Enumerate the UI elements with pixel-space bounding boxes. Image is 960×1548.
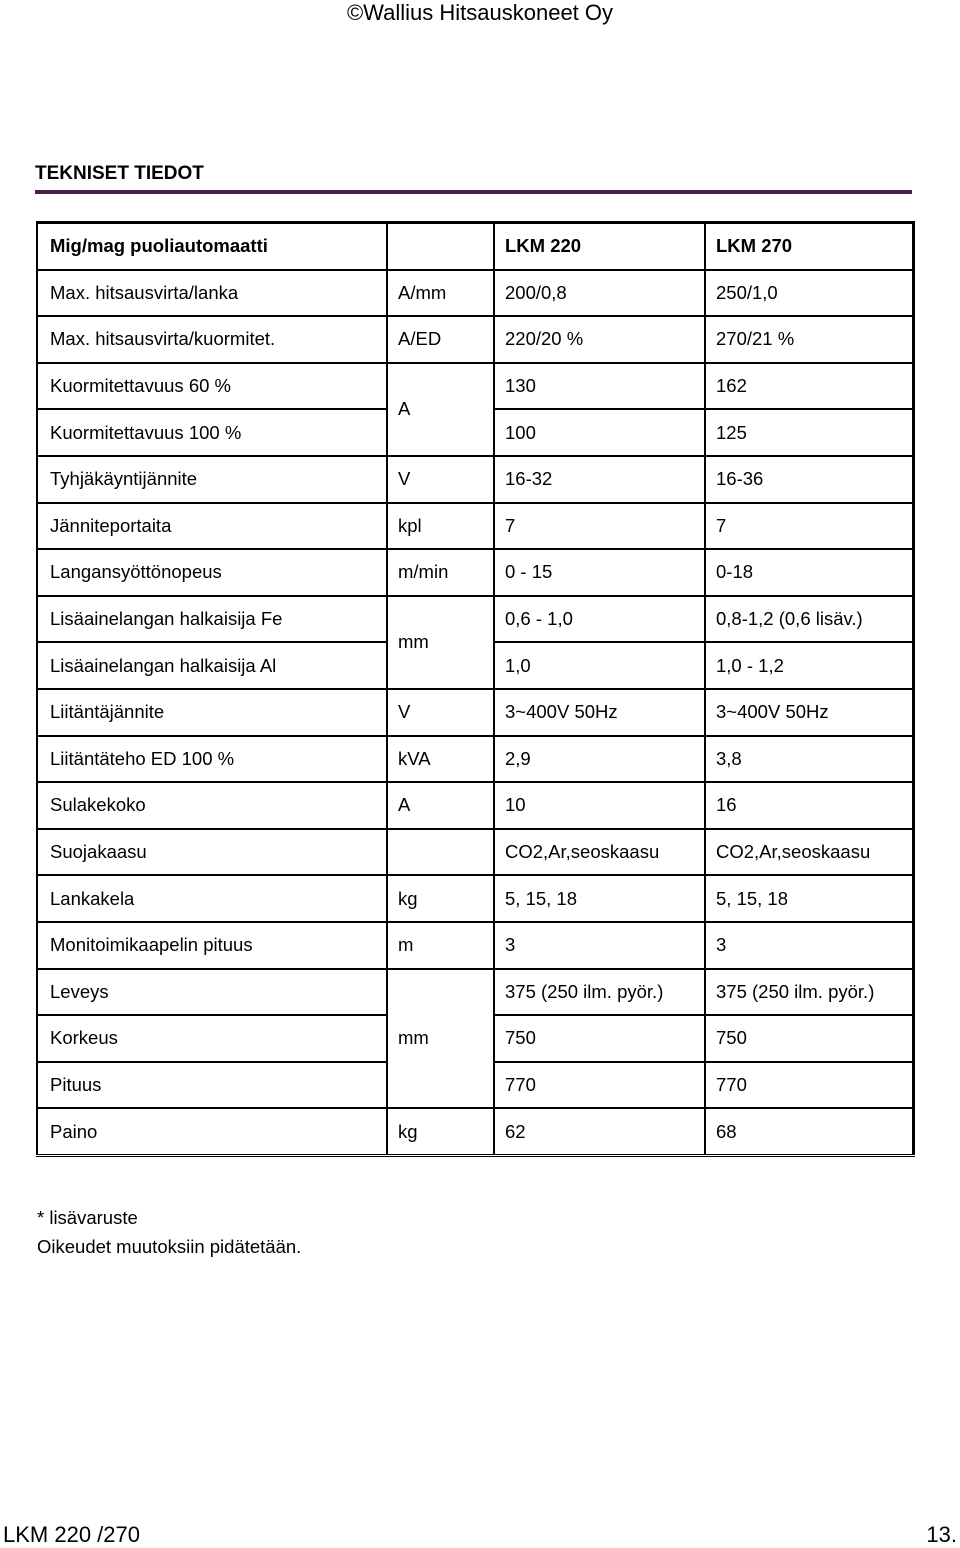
table-header-row — [37, 223, 913, 270]
row-lkm220: 130 — [494, 363, 705, 410]
row-label: Jänniteportaita — [37, 503, 387, 550]
header-lkm270: LKM 270 — [705, 223, 913, 270]
table-row — [37, 363, 913, 410]
row-lkm220: 0,6 - 1,0 — [494, 596, 705, 643]
title-divider — [35, 190, 912, 194]
row-label: Max. hitsausvirta/lanka — [37, 270, 387, 317]
row-lkm220: 3 — [494, 922, 705, 969]
optional-accessory-note: * lisävaruste — [37, 1207, 138, 1228]
row-lkm270: 0-18 — [705, 549, 913, 596]
technical-specs-table — [36, 221, 915, 1157]
row-label: Pituus — [37, 1062, 387, 1109]
table-row — [37, 689, 913, 736]
row-label: Kuormitettavuus 100 % — [37, 409, 387, 456]
copyright-header: ©Wallius Hitsauskoneet Oy — [346, 0, 614, 25]
row-unit: A — [387, 363, 494, 456]
row-lkm270: 1,0 - 1,2 — [705, 642, 913, 689]
table-row — [37, 1108, 913, 1155]
row-label: Lankakela — [37, 875, 387, 922]
row-label: Tyhjäkäyntijännite — [37, 456, 387, 503]
row-lkm270: 3~400V 50Hz — [705, 689, 913, 736]
row-unit: kpl — [387, 503, 494, 550]
row-lkm220: 100 — [494, 409, 705, 456]
row-lkm270: CO2,Ar,seoskaasu — [705, 829, 913, 876]
table-row — [37, 969, 913, 1016]
row-lkm220: 220/20 % — [494, 316, 705, 363]
row-unit: V — [387, 456, 494, 503]
header-unit — [387, 223, 494, 270]
row-unit: kg — [387, 875, 494, 922]
row-lkm220: 7 — [494, 503, 705, 550]
row-unit: m/min — [387, 549, 494, 596]
table-row — [37, 316, 913, 363]
header-lkm220: LKM 220 — [494, 223, 705, 270]
row-label: Suojakaasu — [37, 829, 387, 876]
row-lkm220: 3~400V 50Hz — [494, 689, 705, 736]
row-lkm270: 0,8-1,2 (0,6 lisäv.) — [705, 596, 913, 643]
row-label: Liitäntäteho ED 100 % — [37, 736, 387, 783]
row-label: Sulakekoko — [37, 782, 387, 829]
row-unit: A/ED — [387, 316, 494, 363]
table-row — [37, 596, 913, 643]
row-lkm270: 68 — [705, 1108, 913, 1155]
row-unit: A — [387, 782, 494, 829]
table-row — [37, 736, 913, 783]
row-unit: A/mm — [387, 270, 494, 317]
row-lkm220: 10 — [494, 782, 705, 829]
row-label: Korkeus — [37, 1015, 387, 1062]
row-lkm220: 770 — [494, 1062, 705, 1109]
row-lkm270: 250/1,0 — [705, 270, 913, 317]
row-label: Liitäntäjännite — [37, 689, 387, 736]
row-lkm220: 2,9 — [494, 736, 705, 783]
row-lkm220: 5, 15, 18 — [494, 875, 705, 922]
row-lkm270: 750 — [705, 1015, 913, 1062]
row-lkm270: 162 — [705, 363, 913, 410]
footer-page-number: 13. — [926, 1522, 957, 1547]
row-unit: m — [387, 922, 494, 969]
row-unit: kVA — [387, 736, 494, 783]
row-unit: mm — [387, 969, 494, 1109]
row-lkm270: 16 — [705, 782, 913, 829]
row-lkm220: 16-32 — [494, 456, 705, 503]
row-label: Lisäainelangan halkaisija Al — [37, 642, 387, 689]
table-row — [37, 503, 913, 550]
row-lkm220: 0 - 15 — [494, 549, 705, 596]
row-lkm270: 7 — [705, 503, 913, 550]
row-lkm220: 62 — [494, 1108, 705, 1155]
row-label: Kuormitettavuus 60 % — [37, 363, 387, 410]
table-row — [37, 829, 913, 876]
row-lkm220: 375 (250 ilm. pyör.) — [494, 969, 705, 1016]
row-lkm220: 750 — [494, 1015, 705, 1062]
row-label: Leveys — [37, 969, 387, 1016]
row-lkm270: 3,8 — [705, 736, 913, 783]
row-unit: mm — [387, 596, 494, 689]
row-label: Paino — [37, 1108, 387, 1155]
row-lkm220: CO2,Ar,seoskaasu — [494, 829, 705, 876]
table-row — [37, 782, 913, 829]
row-lkm220: 1,0 — [494, 642, 705, 689]
table-row — [37, 270, 913, 317]
row-label: Lisäainelangan halkaisija Fe — [37, 596, 387, 643]
table-row — [37, 875, 913, 922]
row-lkm270: 125 — [705, 409, 913, 456]
table-row — [37, 549, 913, 596]
table-row — [37, 456, 913, 503]
footer-model: LKM 220 /270 — [3, 1522, 140, 1547]
header-label: Mig/mag puoliautomaatti — [37, 223, 387, 270]
row-lkm270: 3 — [705, 922, 913, 969]
row-label: Max. hitsausvirta/kuormitet. — [37, 316, 387, 363]
row-unit — [387, 829, 494, 876]
row-label: Langansyöttönopeus — [37, 549, 387, 596]
row-lkm270: 375 (250 ilm. pyör.) — [705, 969, 913, 1016]
row-lkm270: 770 — [705, 1062, 913, 1109]
row-label: Monitoimikaapelin pituus — [37, 922, 387, 969]
table-row — [37, 922, 913, 969]
row-lkm270: 5, 15, 18 — [705, 875, 913, 922]
section-title: TEKNISET TIEDOT — [35, 163, 204, 184]
row-unit: kg — [387, 1108, 494, 1155]
row-unit: V — [387, 689, 494, 736]
rights-reserved-note: Oikeudet muutoksiin pidätetään. — [37, 1236, 302, 1257]
row-lkm220: 200/0,8 — [494, 270, 705, 317]
row-lkm270: 16-36 — [705, 456, 913, 503]
row-lkm270: 270/21 % — [705, 316, 913, 363]
